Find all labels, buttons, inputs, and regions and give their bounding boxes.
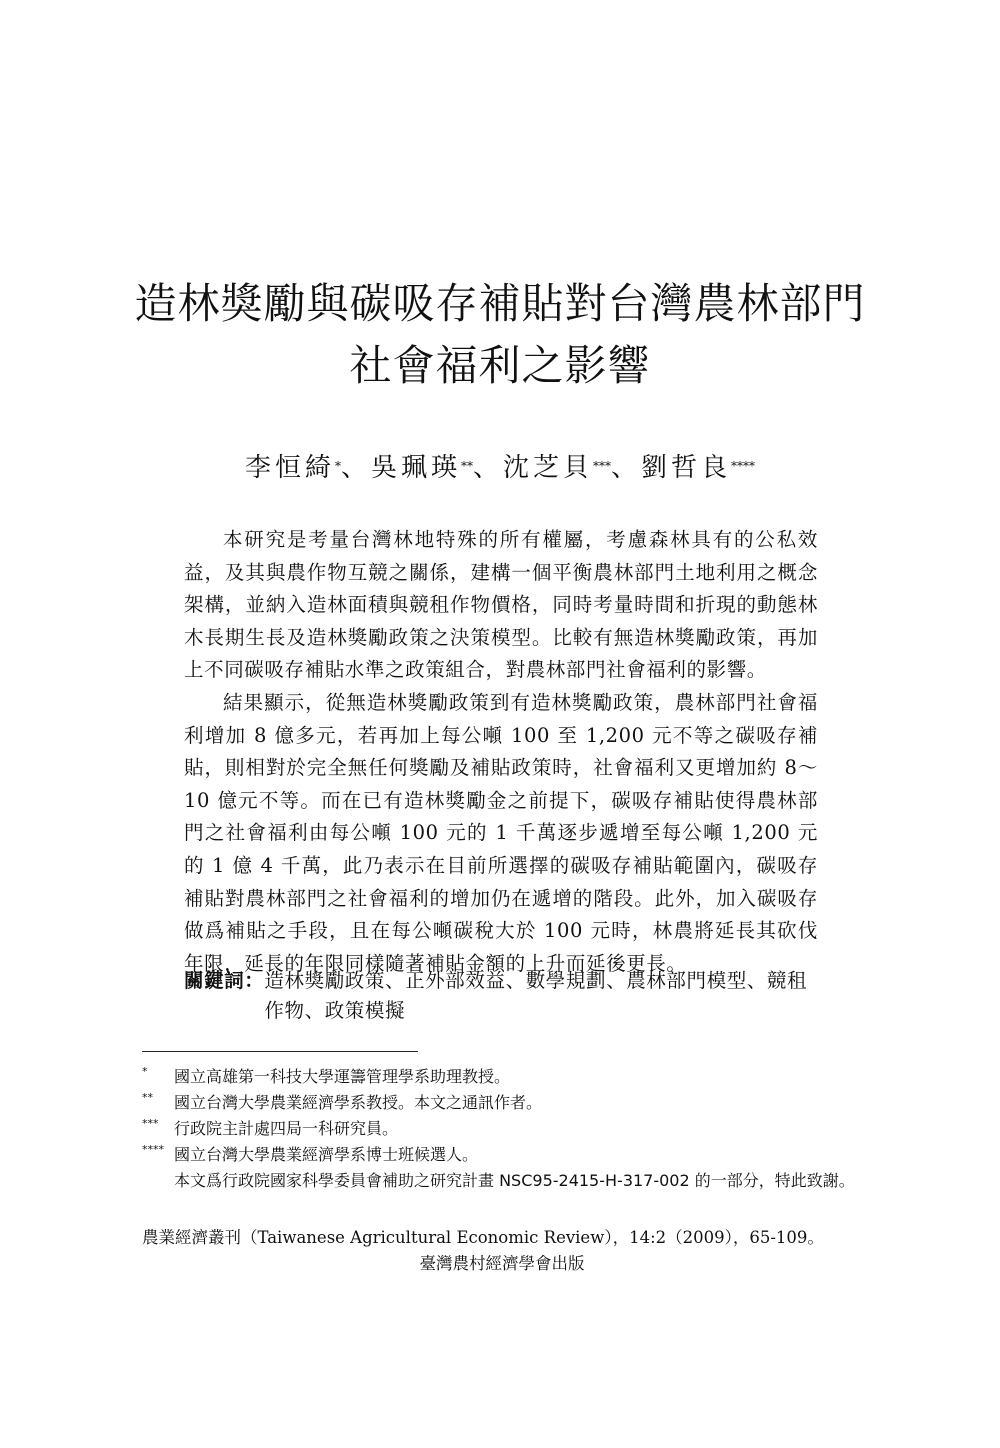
footnote-item [142,1116,862,1142]
keywords-label: 關鍵詞： [184,969,265,992]
keywords [184,966,818,1026]
publisher-line: 臺灣農村經濟學會出版 [419,1254,585,1273]
footnote-mark: ** [142,1091,153,1104]
author-mark: ** [460,459,473,473]
author-mark: *** [593,459,612,473]
abstract-paragraph-1: 本研究是考量台灣林地特殊的所有權屬，考慮森林具有的公私效益，及其與農作物互競之關係，建構一個平衡農林部門土地利用之概念架構，並納入造林面積與競租作物價格，同時考量時間和折現的動態林木長期生長及造林獎勵政策之決策模型。比較有無造林獎勵政策，再加上不同碳吸存補貼水準之政策組合，對農林部門社會福利的影響。 [184,528,818,682]
footnote-mark: * [142,1065,148,1078]
author-separator: 、 [340,453,371,483]
paper-title-line-2: 社會福利之影響 [349,341,651,390]
author-name: 沈芝貝 [503,453,594,483]
footnote-text: 國立高雄第一科技大學運籌管理學系助理教授。 [174,1067,511,1086]
footnote-mark: *** [142,1117,159,1130]
paper-title-line-1: 造林獎勵與碳吸存補貼對台灣農林部門 [134,279,866,328]
author-mark: * [334,459,341,473]
author-name: 吳珮瑛 [370,453,461,483]
footnote-text: 國立台灣大學農業經濟學系博士班候選人。 [174,1145,479,1164]
acknowledgement: 本文爲行政院國家科學委員會補助之研究計畫 NSC95-2415-H-317-002 的一部分，特此致謝。 [174,1171,855,1190]
abstract [184,524,818,980]
keywords-text: 造林獎勵政策、正外部效益、數學規劃、農林部門模型、競租作物、政策模擬 [264,969,808,1022]
author-name: 李恒綺 [244,453,335,483]
footnote-text: 國立台灣大學農業經濟學系教授。本文之通訊作者。 [174,1093,543,1112]
author-mark: **** [731,459,756,473]
footnotes [142,1064,862,1194]
author-name: 劉哲良 [641,453,732,483]
journal-citation: 農業經濟叢刊（Taiwanese Agricultural Economic Review），14:2（2009），65-109。 [142,1228,824,1247]
footnote-item [142,1090,862,1116]
author-separator: 、 [472,453,503,483]
footnote-mark: **** [142,1143,164,1156]
footnote-item [142,1064,862,1090]
abstract-paragraph-2: 結果顯示，從無造林獎勵政策到有造林獎勵政策，農林部門社會福利增加 8 億多元，若再加上每公噸 100 至 1,200 元不等之碳吸存補貼，則相對於完全無任何獎勵及補貼政策時，社會福利又更增加約 8～10 億元不等。而在已有造林獎勵金之前提下，碳吸存補貼使得農林部門之社會福利由每公噸 100 元的 1 千萬逐步遞增至每公噸 1,200 元的 1 億 4 千萬，此乃表示在目前所選擇的碳吸存補貼範圍內，碳吸存補貼對農林部門之社會福利的增加仍在遞增的階段。此外，加入碳吸存做爲補貼之手段，且在每公噸碳稅大於 100 元時，林農將延長其砍伐年限，延長的年限同樣隨著補貼金額的上升而延後更長。 [184,690,818,975]
footnote-text: 行政院主計處四局一科研究員。 [174,1119,399,1138]
footnote-divider [142,1051,418,1052]
footnote-item [142,1142,862,1168]
author-separator: 、 [611,453,642,483]
author-list [100,448,900,488]
